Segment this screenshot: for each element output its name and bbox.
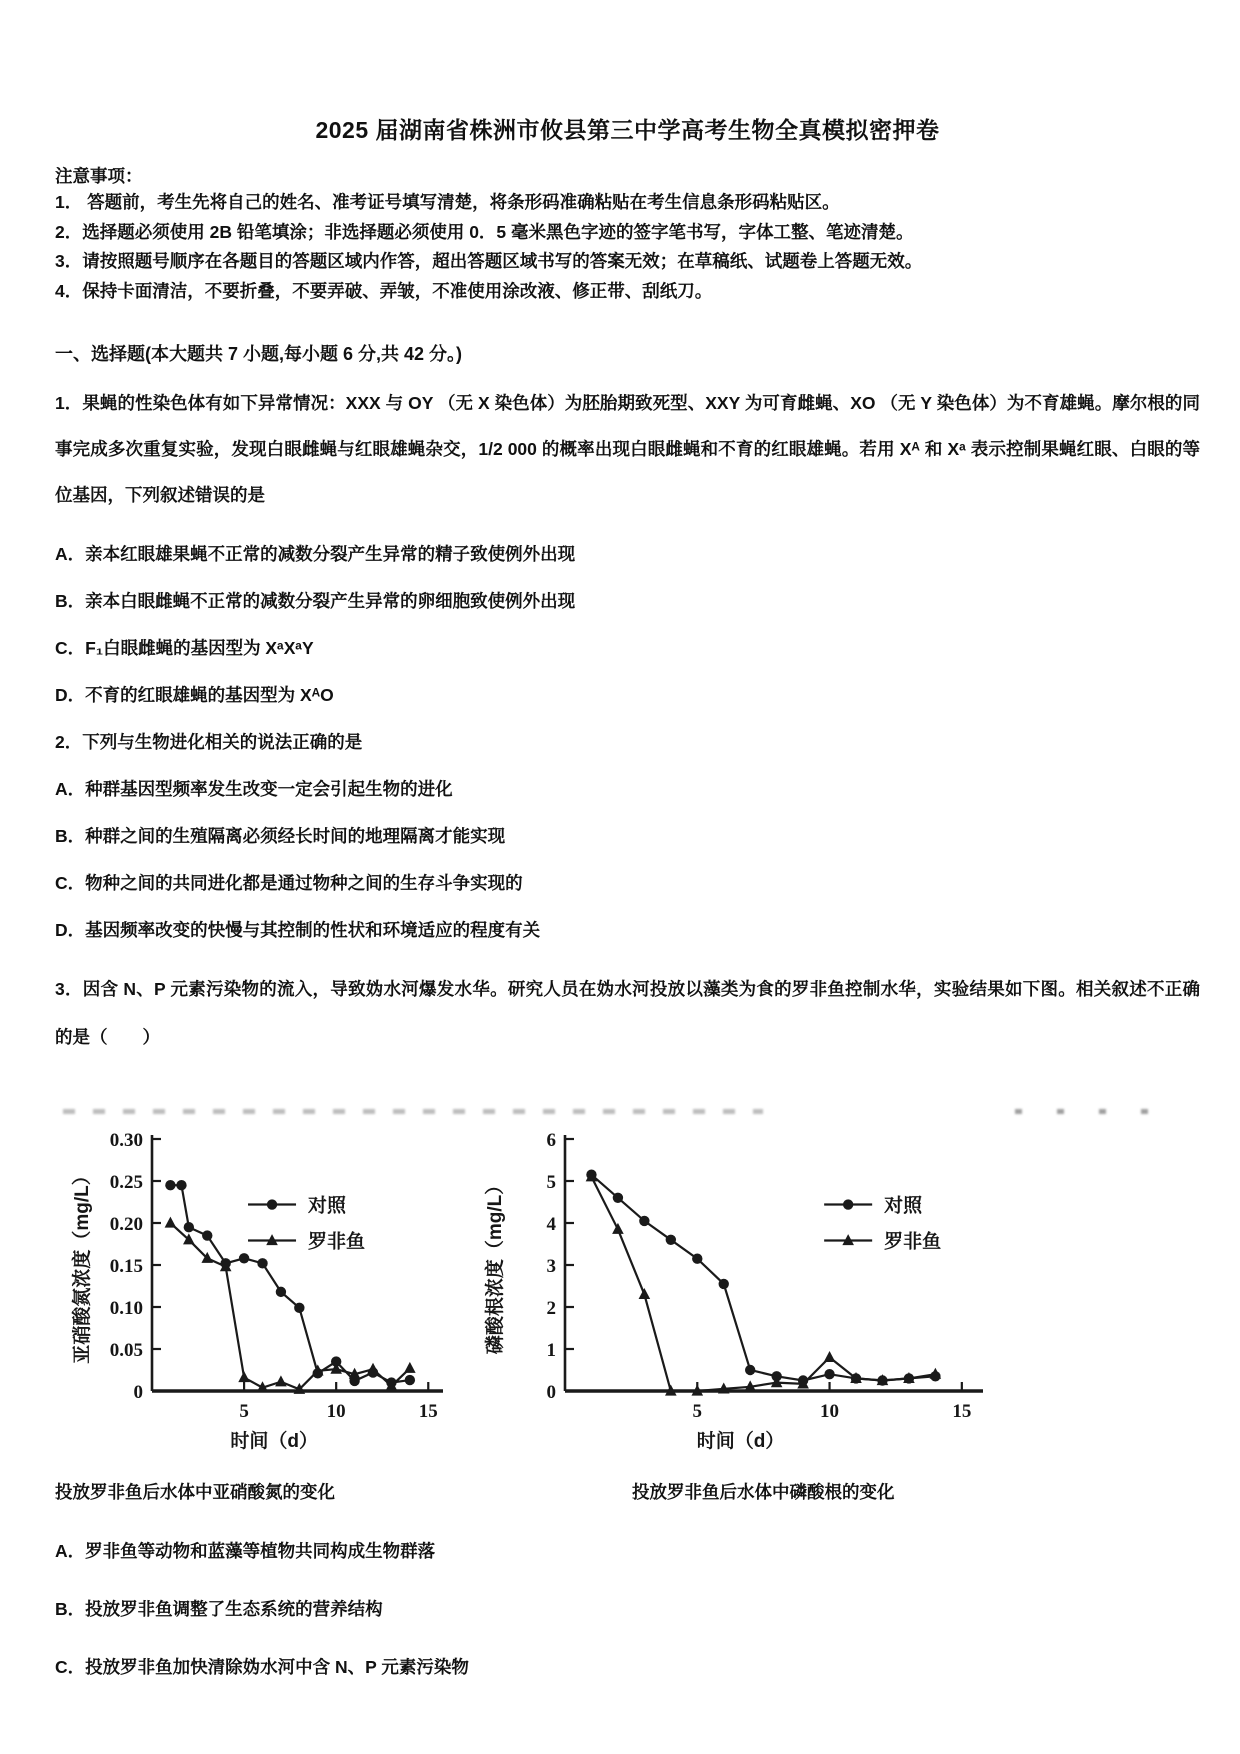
- question-2-option-b: B．种群之间的生殖隔离必须经长时间的地理隔离才能实现: [55, 826, 506, 846]
- question-2-option-a: A．种群基因型频率发生改变一定会引起生物的进化: [55, 779, 453, 799]
- svg-text:15: 15: [952, 1401, 972, 1422]
- svg-text:罗非鱼: 罗非鱼: [308, 1231, 366, 1253]
- section-heading: 一、选择题(本大题共 7 小题,每小题 6 分,共 42 分。): [55, 344, 463, 364]
- svg-text:对照: 对照: [308, 1195, 347, 1217]
- svg-text:罗非鱼: 罗非鱼: [884, 1231, 942, 1253]
- question-2-option-d: D．基因频率改变的快慢与其控制的性状和环境适应的程度有关: [55, 920, 541, 940]
- svg-text:6: 6: [546, 1130, 556, 1151]
- charts-row: [55, 1123, 1200, 1455]
- svg-text:对照: 对照: [884, 1195, 923, 1217]
- phosphate-chart: [473, 1123, 1018, 1455]
- scan-artifact-right: [1015, 1109, 1165, 1114]
- svg-text:2: 2: [546, 1298, 556, 1319]
- question-1-option-a: A．亲本红眼雄果蝇不正常的减数分裂产生异常的精子致使例外出现: [55, 544, 576, 564]
- notice-item-2: 2．选择题必须使用 2B 铅笔填涂；非选择题必须使用 0．5 毫米黑色字迹的签字笔书写，字体工整、笔迹清楚。: [55, 221, 914, 242]
- scan-artifact: [63, 1109, 763, 1114]
- svg-text:0.10: 0.10: [109, 1298, 143, 1319]
- svg-text:5: 5: [239, 1401, 249, 1422]
- question-1-stem: 1．果蝇的性染色体有如下异常情况：XXX 与 OY （无 X 染色体）为胚胎期致死型、XXY 为可育雌蝇、XO （无 Y 染色体）为不育雄蝇。摩尔根的同事完成多次重复实验，发现白眼雌蝇与红眼雄蝇杂交，1/2 000 的概率出现白眼雌蝇和不育的红眼雄蝇。若用 Xᴬ 和 Xᵃ 表示控制果蝇红眼、白眼的等位基因，下列叙述错误的是: [55, 393, 1200, 505]
- svg-text:0.25: 0.25: [109, 1172, 143, 1193]
- question-2-option-c: C．物种之间的共同进化都是通过物种之间的生存斗争实现的: [55, 873, 523, 893]
- chart-captions: [55, 1479, 1200, 1504]
- question-3-stem: 3．因含 N、P 元素污染物的流入，导致妫水河爆发水华。研究人员在妫水河投放以藻类为食的罗非鱼控制水华，实验结果如下图。相关叙述不正确的是（ ）: [55, 979, 1200, 1047]
- question-2-stem: 2．下列与生物进化相关的说法正确的是: [55, 732, 363, 752]
- question-1-option-d: D．不育的红眼雄蝇的基因型为 XᴬO: [55, 685, 334, 705]
- question-1-option-c: C．F₁白眼雌蝇的基因型为 XᵃXᵃY: [55, 638, 314, 658]
- notice-item-3: 3．请按照题号顺序在各题目的答题区域内作答，超出答题区域书写的答案无效；在草稿纸、试题卷上答题无效。: [55, 251, 923, 271]
- svg-text:1: 1: [546, 1340, 556, 1361]
- svg-text:3: 3: [546, 1256, 556, 1277]
- svg-text:0: 0: [546, 1382, 556, 1403]
- svg-text:4: 4: [546, 1214, 556, 1235]
- nitrite-nitrogen-chart: [55, 1123, 455, 1455]
- svg-text:时间（d）: 时间（d）: [696, 1431, 785, 1452]
- question-3-option-b: B．投放罗非鱼调整了生态系统的营养结构: [55, 1599, 383, 1619]
- svg-text:15: 15: [418, 1401, 438, 1422]
- svg-text:亚硝酸氮浓度（mg/L）: 亚硝酸氮浓度（mg/L）: [72, 1166, 93, 1364]
- page-title: 2025 届湖南省株洲市攸县第三中学高考生物全真模拟密押卷: [315, 117, 940, 143]
- svg-text:时间（d）: 时间（d）: [230, 1431, 319, 1452]
- svg-text:0.20: 0.20: [109, 1214, 143, 1235]
- nitrite-chart-caption: 投放罗非鱼后水体中亚硝酸氮的变化: [55, 1482, 335, 1502]
- svg-text:10: 10: [820, 1401, 840, 1422]
- svg-text:5: 5: [692, 1401, 703, 1422]
- svg-text:0.05: 0.05: [109, 1340, 143, 1361]
- svg-text:0.15: 0.15: [109, 1256, 143, 1277]
- svg-text:5: 5: [546, 1172, 556, 1193]
- question-3-option-c: C．投放罗非鱼加快清除妫水河中含 N、P 元素污染物: [55, 1657, 469, 1677]
- svg-text:磷酸根浓度（mg/L）: 磷酸根浓度（mg/L）: [485, 1175, 506, 1355]
- svg-text:0: 0: [133, 1382, 143, 1403]
- notice-item-1: 1． 答题前，考生先将自己的姓名、准考证号填写清楚，将条形码准确粘贴在考生信息条形码粘贴区。: [55, 192, 840, 212]
- svg-text:10: 10: [326, 1401, 346, 1422]
- phosphate-chart-caption: 投放罗非鱼后水体中磷酸根的变化: [632, 1482, 895, 1502]
- notice-heading: 注意事项：: [55, 166, 143, 186]
- svg-text:0.30: 0.30: [109, 1130, 143, 1151]
- notice-item-4: 4．保持卡面清洁，不要折叠，不要弄破、弄皱，不准使用涂改液、修正带、刮纸刀。: [55, 280, 713, 301]
- question-1-option-b: B．亲本白眼雌蝇不正常的减数分裂产生异常的卵细胞致使例外出现: [55, 591, 576, 611]
- question-3-option-a: A．罗非鱼等动物和蓝藻等植物共同构成生物群落: [55, 1541, 436, 1561]
